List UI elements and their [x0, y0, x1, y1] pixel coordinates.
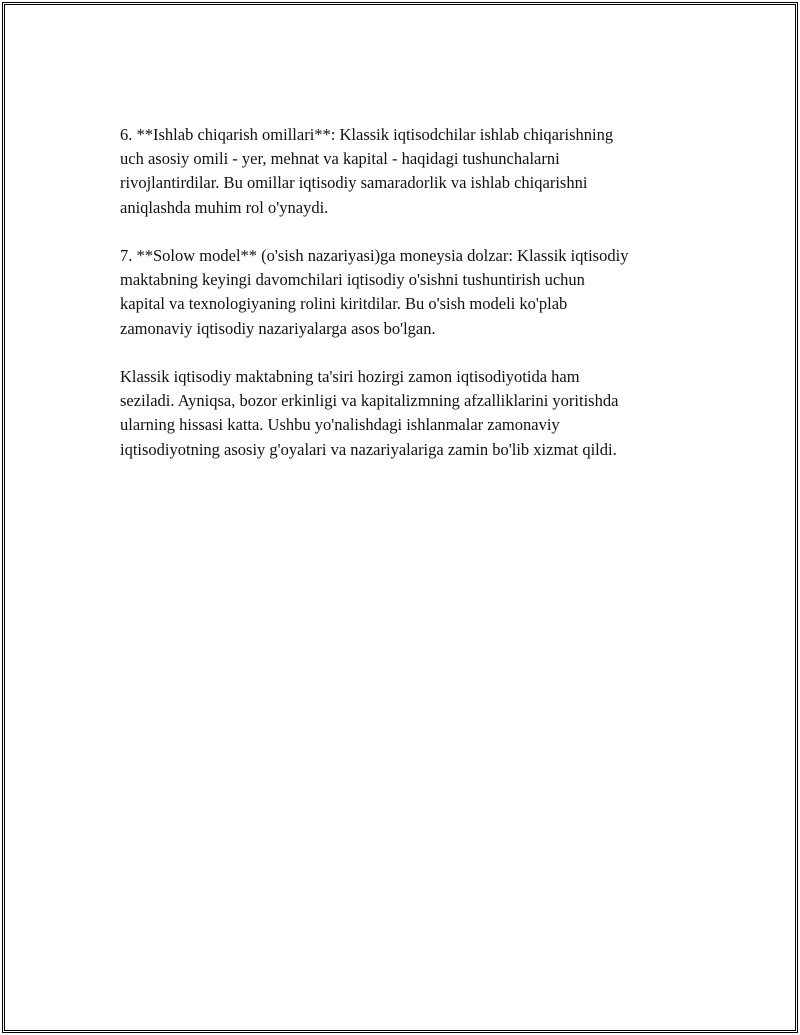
page-border: [2, 2, 798, 1033]
document-body: [120, 123, 700, 486]
text-line: iqtisodiyotning asosiy g'oyalari va nazariyalariga zamin bo'lib xizmat qildi.: [120, 439, 617, 459]
text-line: maktabning keyingi davomchilari iqtisodiy o'sishni tushuntirish uchun: [120, 270, 585, 290]
text-line: uch asosiy omili - yer, mehnat va kapital - haqidagi tushunchalarni: [120, 149, 560, 169]
text-line: zamonaviy iqtisodiy nazariyalarga asos bo'lgan.: [120, 318, 436, 338]
text-line: ularning hissasi katta. Ushbu yo'nalishdagi ishlanmalar zamonaviy: [120, 415, 560, 435]
paragraph-solow-model: [120, 244, 700, 341]
text-line: seziladi. Ayniqsa, bozor erkinligi va kapitalizmning afzalliklarini yoritishda: [120, 391, 619, 411]
text-line: rivojlantirdilar. Bu omillar iqtisodiy samaradorlik va ishlab chiqarishni: [120, 173, 588, 193]
paragraph-conclusion: [120, 365, 700, 462]
text-line: Klassik iqtisodiy maktabning ta'siri hozirgi zamon iqtisodiyotida ham: [120, 367, 580, 386]
text-line: 7. **Solow model** (o'sish nazariyasi)ga moneysia dolzar: Klassik iqtisodiy: [120, 246, 629, 265]
text-line: aniqlashda muhim rol o'ynaydi.: [120, 197, 329, 217]
text-line: kapital va texnologiyaning rolini kiritdilar. Bu o'sish modeli ko'plab: [120, 294, 568, 314]
text-line: 6. **Ishlab chiqarish omillari**: Klassik iqtisodchilar ishlab chiqarishning: [120, 125, 614, 144]
paragraph-production-factors: [120, 123, 700, 220]
